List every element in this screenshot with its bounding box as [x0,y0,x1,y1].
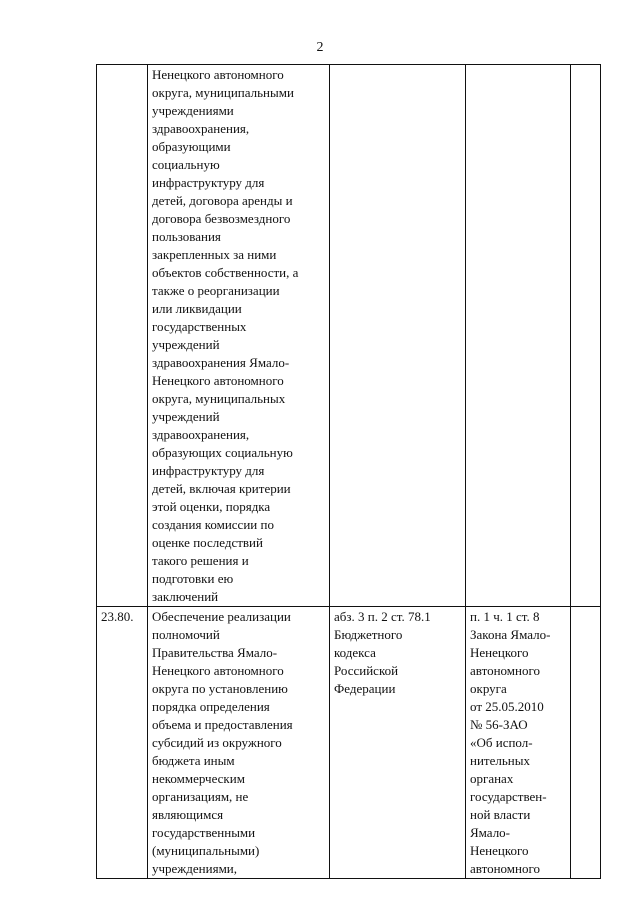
cell-federal-basis [330,65,466,607]
page-number: 2 [316,40,324,55]
cell-number: 23.80. [97,607,148,879]
cell-federal-basis: абз. 3 п. 2 ст. 78.1 Бюджетного кодекса Российской Федерации [330,607,466,879]
cell-extra [571,607,601,879]
table-row [97,65,601,607]
cell-number [97,65,148,607]
powers-table [96,64,601,879]
cell-description: Ненецкого автономного округа, муниципальными учреждениями здравоохранения, образующими социальную инфраструктуру для детей, договора аренды и договора безвозмездного пользования закрепленных за ними объектов собственности, а также о реорганизации или ликвидации государственных учреждений здравоохранения Ямало- Ненецкого автономного округа, муниципальных учреждений здравоохранения, образующих социальную инфраструктуру для детей, включая критерии этой оценки, порядка создания комиссии по оценке последствий такого решения и подготовки ею заключений [148,65,330,607]
cell-description: Обеспечение реализации полномочий Правительства Ямало- Ненецкого автономного округа по установлению порядка определения объема и предоставления субсидий из окружного бюджета иным некоммерческим организациям, не являющимся государственными (муниципальными) учреждениями, [148,607,330,879]
cell-regional-basis: п. 1 ч. 1 ст. 8 Закона Ямало- Ненецкого автономного округа от 25.05.2010 № 56-ЗАО «Об испол- нительных органах государствен- ной власти Ямало- Ненецкого автономного [466,607,571,879]
cell-extra [571,65,601,607]
cell-regional-basis [466,65,571,607]
table-row [97,607,601,879]
